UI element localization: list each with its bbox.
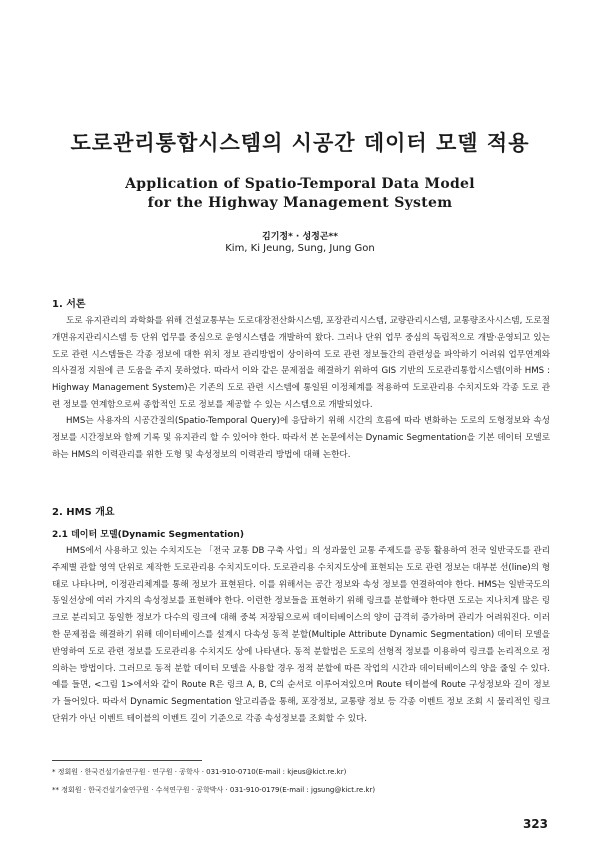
authors-korean: 김기정* · 성정곤** [262, 232, 338, 242]
section-1-heading: 1. 서론 [52, 299, 86, 310]
section-1-paragraph-1: 도로 유지관리의 과학화를 위해 건설교통부는 도로대장전산화시스템, 포장관리시스템, 교량관리시스템, 교통량조사시스템, 도로절개면유지관리시스템 등 단위 업무를 중심으로 운영시스템을 개발하여 왔다. 그러나 단위 업무 중심의 독립적으로 개발·운영되고 있는 도로 관련 시스템들은 각종 정보에 대한 위치 정보 관리방법이 상이하여 도로 관련 정보들간의 관련성을 파악하기 어려워 업무연계와 의사결정 지원에 큰 도움을 주지 못하였다. 따라서 이와 같은 문제점을 해결하기 위하여 GIS 기반의 도로관리통합시스템(이하 HMS : Highway Management System)은 기존의 도로 관련 시스템에 통일된 이정체계를 적용하여 도로관리용 수치지도와 각종 도로 관련 정보를 연계함으로써 종합적인 도로 정보를 제공할 수 있는 시스템으로 개발되었다. [52, 316, 550, 410]
section-2-1-paragraph: HMS에서 사용하고 있는 수치지도는 「전국 교통 DB 구축 사업」의 성과물인 교통 주제도를 공동 활용하여 전국 일반국도를 관리 주제별 관할 영역 단위로 제작한 도로관리용 수치지도이다. 도로관리용 수치지도상에 표현되는 도로 관련 정보는 대부분 선(line)의 형태로 나타나며, 이정관리체계를 통해 정보가 표현된다. 이를 위해서는 공간 정보와 속성 정보를 연결하여야 한다. HMS는 일반국도의 동일선상에 여러 가지의 속성정보를 표현해야 한다. 이런한 정보들을 표현하기 위해 링크를 분할해야 한다면 도로는 지나치게 많은 링크로 분리되고 동일한 정보가 다수의 링크에 대해 중복 저장됨으로써 데이터베이스의 양이 급격히 증가하며 관리가 어려워진다. 이러한 문제점을 해결하기 위해 데이터베이스를 설계시 다속성 동적 분할(Multiple Attribute Dynamic Segmentation) 데이터 모델을 반영하여 도로 관련 정보를 도로관리용 수치지도 상에 나타낸다. 동적 분할법은 도로의 선형적 정보를 이용하여 링크를 논리적으로 정의하는 방법이다. 그러므로 동적 분할 데이터 모델을 사용할 경우 정적 분할에 따른 작업의 시간과 데이터베이스의 양을 줄일 수 있다. 예를 들면, <그림 1>에서와 같이 Route R은 링크 A, B, C의 순서로 이루어져있으며 Route 테이블에 Route 구성정보와 길이 정보가 들어있다. 따라서 Dynamic Segmentation 알고리즘을 통해, 포장정보, 교통량 정보 등 각종 이벤트 정보 조회 시 물리적인 링크단위가 아닌 이벤트 테이블의 이벤트 길이 기준으로 각종 속성정보를 조회할 수 있다. [52, 546, 550, 724]
section-1-paragraph-2: HMS는 사용자의 시공간질의(Spatio-Temporal Query)에 응답하기 위해 시간의 흐름에 따라 변화하는 도로의 도형정보와 속성정보를 시간정보와 함께 기록 및 유지관리 할 수 있어야 한다. 따라서 본 논문에서는 Dynamic Segmentation을 기본 데이터 모델로 하는 HMS의 이력관리를 위한 도형 및 속성정보의 이력관리 방법에 대해 논한다. [52, 416, 550, 460]
paper-title-english-line1: Application of Spatio-Temporal Data Model [125, 176, 475, 192]
section-2-heading: 2. HMS 개요 [52, 507, 115, 518]
paper-title-korean: 도로관리통합시스템의 시공간 데이터 모델 적용 [70, 131, 530, 155]
authors-english: Kim, Ki Jeung, Sung, Jung Gon [225, 243, 375, 254]
footnote-rule [52, 760, 202, 761]
footnote-author-1: * 정회원 · 한국건설기술연구원 · 연구원 · 공학사 · 031-910-0710(E-mail : kjeus@kict.re.kr) [52, 768, 347, 776]
paper-title-english-line2: for the Highway Management System [147, 195, 453, 211]
page-number: 323 [522, 817, 548, 831]
footnote-author-2: ** 정회원 · 한국건설기술연구원 · 수석연구원 · 공학박사 · 031-910-0179(E-mail : jgsung@kict.re.kr) [52, 786, 376, 794]
section-2-1-heading: 2.1 데이터 모델(Dynamic Segmentation) [52, 530, 244, 540]
